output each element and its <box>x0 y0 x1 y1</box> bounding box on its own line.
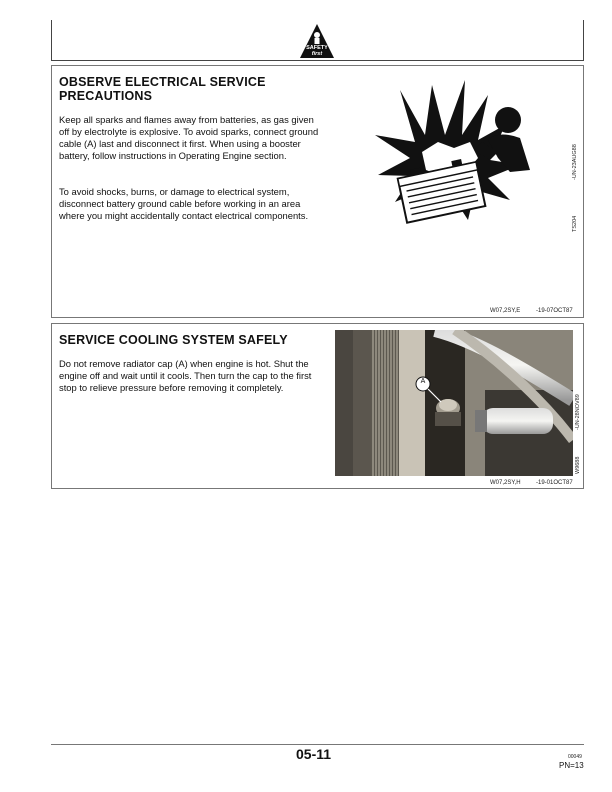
battery-explosion-icon <box>370 80 540 230</box>
battery-explosion-illustration <box>370 80 540 230</box>
section2-title: SERVICE COOLING SYSTEM SAFELY <box>59 333 288 347</box>
top-left-rule <box>51 20 52 60</box>
section1-ref-code: W07,2SY,E <box>490 308 521 314</box>
safety-badge-line2: first <box>311 51 323 57</box>
safety-first-badge <box>298 22 336 60</box>
footer-small-code: 00049 <box>568 754 582 760</box>
page-number: 05-11 <box>296 746 332 762</box>
section1-image-code-b: -UN-23AUG88 <box>572 144 578 180</box>
safety-badge-line1: SAFETY <box>306 45 328 51</box>
section1-title-line1: OBSERVE ELECTRICAL SERVICE <box>59 75 266 89</box>
section1-paragraph2: To avoid shocks, burns, or damage to electrical system, disconnect battery ground cable before working in an area where you might accidentally contact electrical components. <box>59 186 309 221</box>
section2-ref-code: W07,2SY,H <box>490 480 521 486</box>
section2-paragraph1: Do not remove radiator cap (A) when engine is hot. Shut the engine off and wait until it cools. Then turn the cap to the first stop to relieve pressure before removing it completely. <box>59 358 312 393</box>
top-right-rule <box>583 20 584 60</box>
radiator-cap-photo <box>335 330 573 476</box>
footer-rule <box>51 744 584 745</box>
section1-image-code-a: TS204 <box>572 215 578 232</box>
section1-title-line2: PRECAUTIONS <box>59 89 153 103</box>
top-bottom-rule <box>51 60 584 61</box>
footer-pn: PN=13 <box>559 761 584 770</box>
section1-paragraph1: Keep all sparks and flames away from batteries, as gas given off by electrolyte is explosive. To avoid sparks, connect ground cable (A) last and disconnect it first. When using a booster battery, follow instructions in Operating Engine section. <box>59 114 319 161</box>
section2-ref-date: -19-01OCT87 <box>536 480 573 486</box>
radiator-cap-callout: A <box>420 378 426 385</box>
section1-title <box>59 75 266 103</box>
section2-image-code-b: -UN-28NOV89 <box>575 394 581 430</box>
radiator-photo-icon <box>335 330 573 476</box>
section2-image-code-a: W9688 <box>575 456 581 474</box>
section1-ref-date: -19-07OCT87 <box>536 308 573 314</box>
